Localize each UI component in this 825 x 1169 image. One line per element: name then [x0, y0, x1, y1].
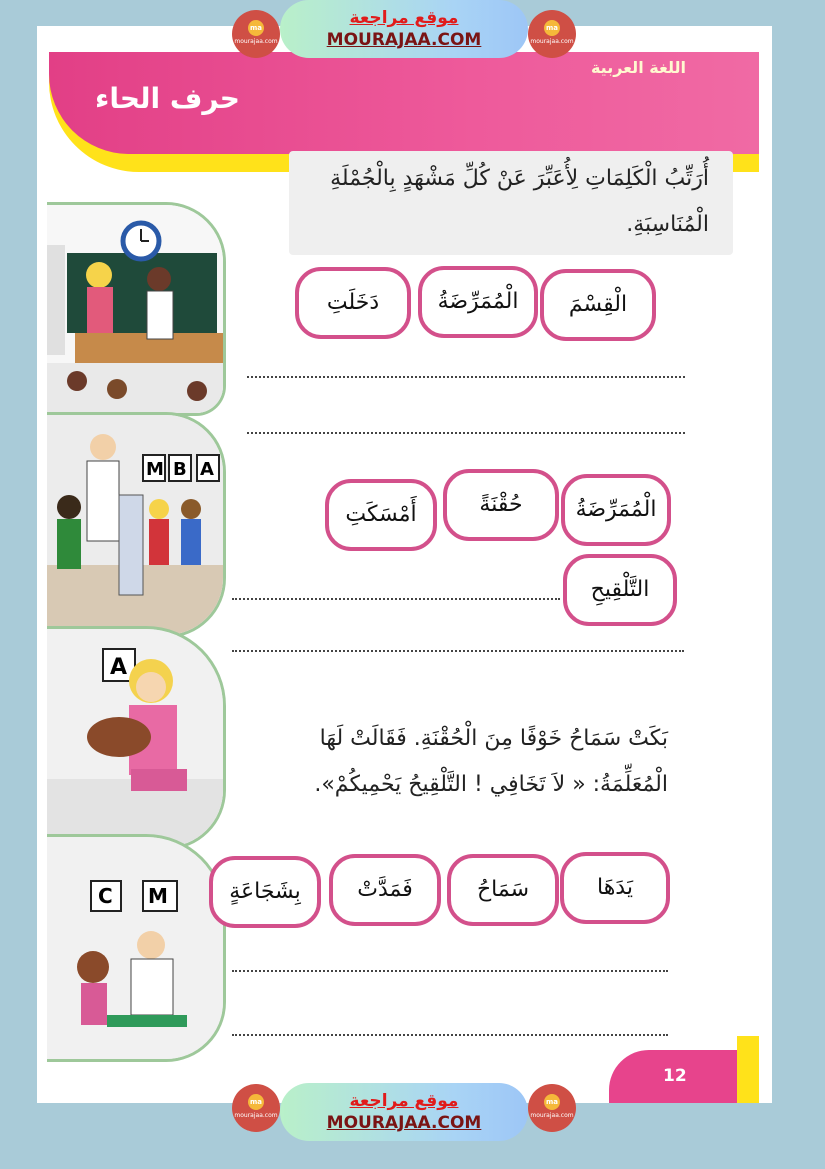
watermark-badge[interactable]: [280, 1083, 528, 1141]
word-bubble[interactable]: فَمَدَّتْ: [329, 854, 441, 926]
letter-m: M: [148, 884, 168, 908]
vaccination-illustration: [47, 834, 226, 1062]
word-bubble[interactable]: حُقْنَةً: [443, 469, 559, 541]
answer-line[interactable]: [232, 650, 684, 652]
letter-m: M: [146, 459, 164, 480]
answer-line[interactable]: [232, 1034, 668, 1036]
page-corner-stripe: [737, 1036, 759, 1103]
watermark-site: MOURAJAA.COM: [326, 1113, 482, 1133]
watermark-arabic: موقع مراجعة: [349, 1091, 459, 1111]
letter-b: B: [173, 459, 187, 480]
letter-a: A: [110, 655, 128, 680]
workbook-page: [37, 26, 772, 1103]
letter-c: C: [98, 884, 113, 908]
word-bubble[interactable]: يَدَهَا: [560, 852, 670, 924]
lesson-title: حرف الحاء: [95, 82, 240, 115]
answer-line[interactable]: [247, 376, 685, 378]
doctor-illustration: [47, 412, 226, 638]
site-logo-icon: ma mourajaa.com: [232, 10, 280, 58]
story-text: بَكَتْ سَمَاحُ خَوْفًا مِنَ الْحُقْنَةِ. فَقَالَتْ لَهَا الْمُعَلِّمَةُ: « لاَ تَخَافِي ! التَّلْقِيحُ يَحْمِيكُمْ».: [314, 726, 668, 797]
answer-line[interactable]: [232, 598, 560, 600]
teacher-illustration: [47, 626, 226, 850]
word-bubble[interactable]: التَّلْقِيحِ: [563, 554, 677, 626]
site-logo-icon: ma mourajaa.com: [528, 1084, 576, 1132]
site-logo-icon: ma mourajaa.com: [528, 10, 576, 58]
watermark-badge[interactable]: [280, 0, 528, 58]
watermark-site: MOURAJAA.COM: [326, 30, 482, 50]
word-bubble[interactable]: بِشَجَاعَةٍ: [209, 856, 321, 928]
site-logo-icon: ma mourajaa.com: [232, 1084, 280, 1132]
answer-line[interactable]: [247, 432, 685, 434]
word-bubble[interactable]: الْمُمَرِّضَةُ: [418, 266, 538, 338]
word-bubble[interactable]: الْقِسْمَ: [540, 269, 656, 341]
classroom-illustration: [47, 202, 226, 416]
letter-a: A: [200, 459, 214, 480]
word-bubble[interactable]: سَمَاحُ: [447, 854, 559, 926]
word-bubble[interactable]: الْمُمَرِّضَةُ: [561, 474, 671, 546]
word-bubble[interactable]: أَمْسَكَتِ: [325, 479, 437, 551]
watermark-arabic: موقع مراجعة: [349, 8, 459, 28]
page-number: 12: [663, 1066, 687, 1086]
letter-cards: [143, 455, 219, 481]
answer-line[interactable]: [232, 970, 668, 972]
instruction-text: أُرَتِّبُ الْكَلِمَاتِ لِأُعَبِّرَ عَنْ كُلِّ مَشْهَدٍ بِالْجُمْلَةِ الْمُنَاسِبَةِ.: [330, 166, 709, 237]
subject-title: اللغة العربية: [590, 58, 686, 77]
word-bubble[interactable]: دَخَلَتِ: [295, 267, 411, 339]
